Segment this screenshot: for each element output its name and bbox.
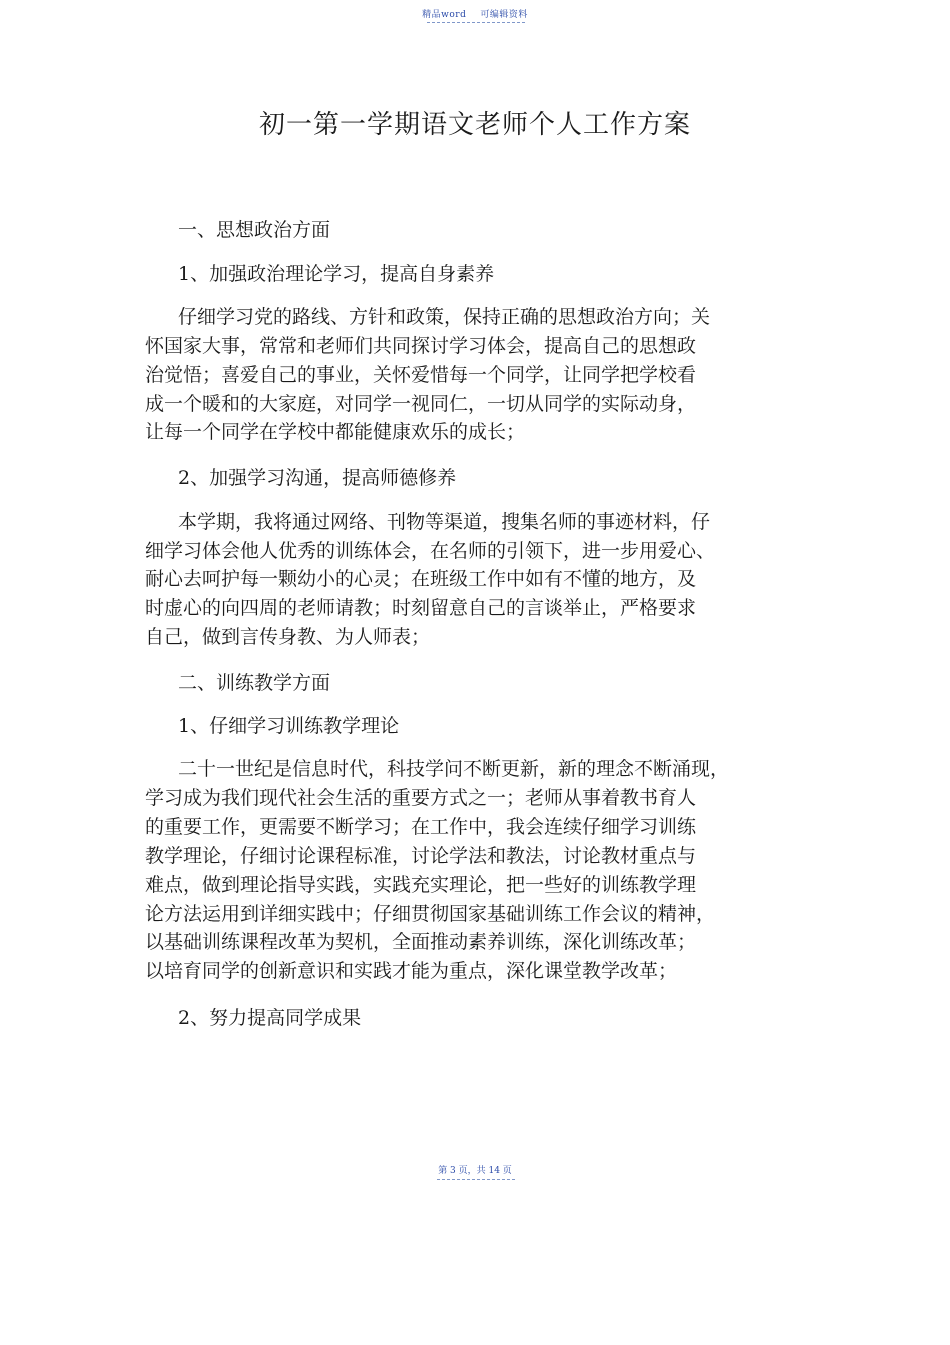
header-left-text: 精品word xyxy=(422,10,467,20)
section-heading-2: 二、训练教学方面 xyxy=(178,672,331,694)
subheading-1-2: 2、加强学习沟通，提高师德修养 xyxy=(178,467,457,489)
paragraph-line: 自己，做到言传身教、为人师表； xyxy=(145,626,431,648)
paragraph-line: 耐心去呵护每一颗幼小的心灵；在班级工作中如有不懂的地方，及 xyxy=(145,568,697,590)
paragraph-line: 仔细学习党的路线、方针和政策，保持正确的思想政治方向；关 xyxy=(178,306,711,328)
paragraph-line: 教学理论，仔细讨论课程标准，讨论学法和教法，讨论教材重点与 xyxy=(145,845,697,867)
page-header xyxy=(0,7,950,20)
document-title: 初一第一学期语文老师个人工作方案 xyxy=(258,110,691,140)
subheading-2-2: 2、努力提高同学成果 xyxy=(178,1007,362,1029)
subheading-1-1: 1、加强政治理论学习，提高自身素养 xyxy=(178,263,495,285)
paragraph-line: 时虚心的向四周的老师请教；时刻留意自己的言谈举止，严格要求 xyxy=(145,597,697,619)
header-right-text: 可编辑资料 xyxy=(480,10,528,20)
paragraph-line: 二十一世纪是信息时代，科技学问不断更新，新的理念不断涌现， xyxy=(178,758,730,780)
paragraph-line: 以培育同学的创新意识和实践才能为重点，深化课堂教学改革； xyxy=(145,960,678,982)
paragraph-line: 学习成为我们现代社会生活的重要方式之一；老师从事着教书育人 xyxy=(145,787,697,809)
header-divider xyxy=(427,22,525,23)
paragraph-line: 细学习体会他人优秀的训练体会，在名师的引领下，进一步用爱心、 xyxy=(145,540,716,562)
subheading-2-1: 1、仔细学习训练教学理论 xyxy=(178,715,400,737)
paragraph-line: 让每一个同学在学校中都能健康欢乐的成长； xyxy=(145,421,526,443)
page-number: 第 3 页，共 14 页 xyxy=(438,1166,512,1176)
paragraph-line: 怀国家大事，常常和老师们共同探讨学习体会，提高自己的思想政 xyxy=(145,335,697,357)
paragraph-line: 以基础训练课程改革为契机，全面推动素养训练，深化训练改革； xyxy=(145,931,697,953)
paragraph-line: 难点，做到理论指导实践，实践充实理论，把一些好的训练教学理 xyxy=(145,874,697,896)
paragraph-line: 治觉悟；喜爱自己的事业，关怀爱惜每一个同学，让同学把学校看 xyxy=(145,364,697,386)
paragraph-line: 成一个暖和的大家庭，对同学一视同仁，一切从同学的实际动身， xyxy=(145,393,697,415)
footer-divider xyxy=(437,1179,515,1180)
paragraph-line: 论方法运用到详细实践中；仔细贯彻国家基础训练工作会议的精神， xyxy=(145,903,716,925)
section-heading-1: 一、思想政治方面 xyxy=(178,219,331,241)
paragraph-line: 的重要工作，更需要不断学习；在工作中，我会连续仔细学习训练 xyxy=(145,816,697,838)
paragraph-line: 本学期，我将通过网络、刊物等渠道，搜集名师的事迹材料，仔 xyxy=(178,511,711,533)
